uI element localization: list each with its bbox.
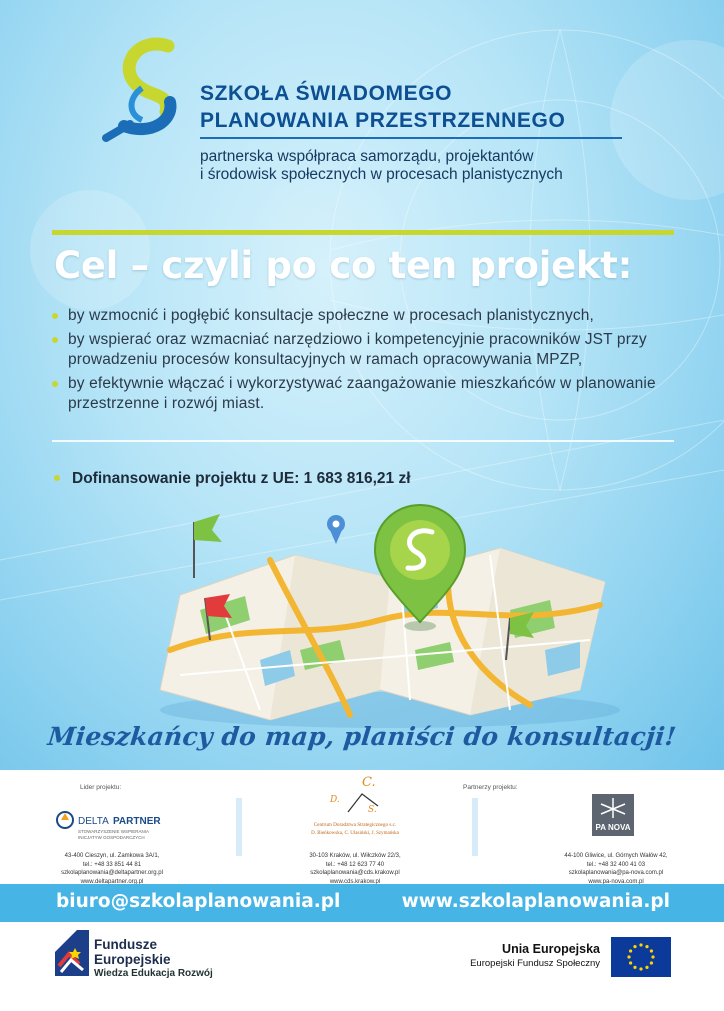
bullet-icon bbox=[52, 313, 58, 319]
cds-logo-s: S. bbox=[368, 805, 377, 815]
school-logo-icon bbox=[98, 28, 208, 148]
logo-title-line2: PLANOWANIA PRZESTRZENNEGO bbox=[200, 109, 566, 132]
partner-divider bbox=[236, 798, 242, 856]
leader-label: Lider projektu: bbox=[80, 784, 122, 791]
contact-website-link[interactable]: www.szkolaplanowania.pl bbox=[401, 891, 670, 912]
logo-subtitle-line2: i środowisk społecznych w procesach planistycznych bbox=[200, 166, 563, 183]
fundusze-europejskie-icon bbox=[55, 930, 89, 976]
funding-divider bbox=[52, 440, 674, 442]
goals-heading: Cel – czyli po co ten projekt: bbox=[54, 244, 633, 287]
bullet-icon bbox=[54, 475, 60, 481]
panova-name: PA NOVA bbox=[595, 823, 631, 832]
cds-logo bbox=[300, 772, 410, 848]
logo-title bbox=[200, 80, 565, 134]
goal-item: by efektywnie włączać i wykorzystywać zaangażowanie mieszkańców w planowanie przestrzenne i rozwój miast. bbox=[50, 374, 690, 414]
delta-tagline-2: INICJATYW GOSPODARCZYCH bbox=[78, 835, 145, 840]
goal-item: by wspierać oraz wzmacniać narzędziowo i kompetencyjnie pracowników JST przy prowadzeniu procesów konsultacyjnych w ramach opracowywania MPZP, bbox=[50, 330, 690, 370]
delta-address-block: 43-400 Cieszyn, ul. Zamkowa 3A/1, tel.: +48 33 851 44 81 szkolaplanowania@deltapartner.org.pl www.deltapartner.org.pl bbox=[61, 853, 163, 885]
delta-name-a: DELTA bbox=[78, 816, 109, 827]
funding-amount: Dofinansowanie projektu z UE: 1 683 816,21 zł bbox=[72, 470, 411, 487]
delta-tagline-1: STOWARZYSZENIE WSPIERANIA bbox=[78, 829, 150, 834]
footer bbox=[0, 922, 724, 1011]
eu-text: Unia Europejska Europejski Fundusz Społeczny bbox=[470, 942, 600, 969]
goals-list bbox=[50, 306, 690, 418]
goal-item: by wzmocnić i pogłębić konsultacje społeczne w procesach planistycznych, bbox=[50, 306, 690, 326]
contact-email-link[interactable]: biuro@szkolaplanowania.pl bbox=[56, 891, 341, 912]
contact-band bbox=[0, 884, 724, 922]
section-divider bbox=[52, 230, 674, 235]
fundusze-europejskie-text: Fundusze Europejskie Wiedza Edukacja Rozwój bbox=[94, 937, 213, 979]
cds-logo-c: C. bbox=[362, 775, 376, 790]
bullet-icon bbox=[52, 381, 58, 387]
panova-address-block: 44-100 Gliwice, ul. Górnych Wałów 42, tel.: +48 32 400 41 03 szkolaplanowania@pa-nova.com.pl www.pa-nova.com.pl bbox=[564, 853, 668, 885]
panova-logo bbox=[592, 794, 634, 836]
cds-address-block: 30-103 Kraków, ul. Wiłczków 22/3, tel.: +48 12 623 77 40 szkolaplanowania@cds.krakow.pl www.cds.krakow.pl bbox=[309, 853, 401, 885]
funding-line bbox=[56, 470, 411, 488]
delta-name-b: PARTNER bbox=[113, 816, 161, 827]
map-illustration bbox=[150, 500, 630, 730]
cds-name: Centrum Doradztwa Strategicznego s.c. bbox=[313, 822, 397, 828]
bullet-icon bbox=[52, 337, 58, 343]
map-pin-blue-icon bbox=[327, 515, 345, 544]
logo-subtitle-line1: partnerska współpraca samorządu, projektantów bbox=[200, 148, 534, 165]
flag-green-icon bbox=[194, 514, 222, 578]
logo-title-line1: SZKOŁA ŚWIADOMEGO bbox=[200, 82, 453, 105]
slogan: Mieszkańcy do map, planiści do konsultacji! bbox=[46, 722, 678, 751]
cds-people: D. Bieńkowska, C. Ulasiński, J. Szymańska bbox=[311, 831, 399, 836]
delta-partner-logo bbox=[56, 808, 176, 842]
partners-section bbox=[0, 770, 724, 884]
logo-divider bbox=[200, 137, 622, 139]
logo-subtitle bbox=[200, 148, 563, 184]
cds-logo-d: D. bbox=[330, 795, 340, 805]
partners-label: Partnerzy projektu: bbox=[463, 784, 518, 791]
eu-flag-icon bbox=[611, 937, 671, 977]
partner-divider bbox=[472, 798, 478, 856]
